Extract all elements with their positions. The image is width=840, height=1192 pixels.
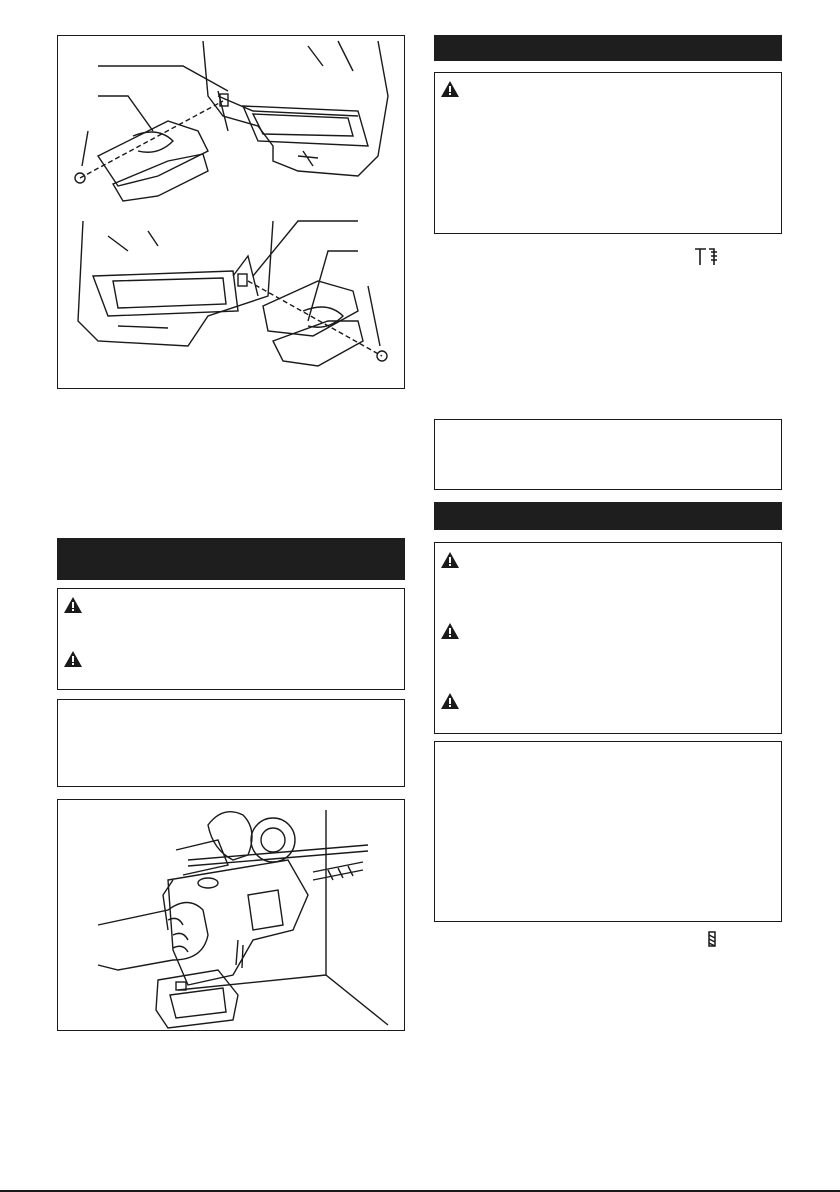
- side-grip-illustration-frame: [57, 35, 405, 389]
- right-warning-box-1: [434, 72, 782, 234]
- right-note-box-1: [434, 419, 782, 490]
- right-note-box-2: [434, 741, 782, 922]
- left-warning-box: [57, 588, 405, 690]
- warning-triangle-icon: [441, 552, 459, 568]
- warning-triangle-icon: [64, 651, 82, 667]
- warning-triangle-icon: [64, 597, 82, 613]
- drilling-operation-illustration: [58, 800, 404, 1030]
- left-note-box: [57, 699, 405, 787]
- right-warning-box-2: [434, 542, 782, 734]
- warning-triangle-icon: [441, 623, 459, 639]
- drill-bit-symbol: [706, 931, 718, 947]
- left-section-heading-bar: [57, 538, 405, 580]
- right-section-heading-bar-2: [434, 502, 782, 530]
- warning-triangle-icon: [441, 81, 459, 97]
- right-section-heading-bar-1: [434, 35, 782, 61]
- drilling-illustration-frame: [57, 799, 405, 1031]
- warning-triangle-icon: [441, 693, 459, 709]
- hammer-drill-mode-symbol: [694, 247, 720, 267]
- side-grip-mounting-illustration: [58, 36, 404, 388]
